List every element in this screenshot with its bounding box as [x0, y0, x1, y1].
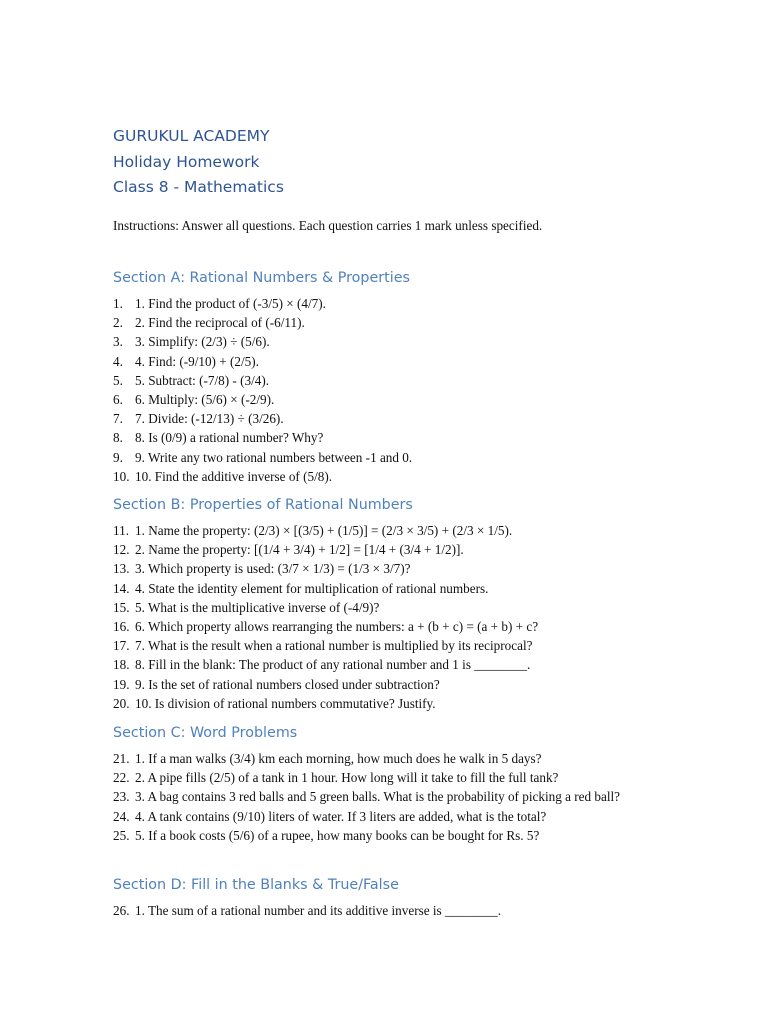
- question-text: 4. A tank contains (9/10) liters of water. If 3 liters are added, what is the total?: [135, 808, 547, 824]
- list-item: [0, 807, 645, 826]
- question-number: 18.: [113, 657, 130, 673]
- list-item: [0, 559, 645, 578]
- section-c-title: Section C: Word Problems: [113, 725, 298, 741]
- document-header: [113, 124, 284, 201]
- school-name: GURUKUL ACADEMY: [113, 127, 270, 145]
- question-text: 5. What is the multiplicative inverse of (-4/9)?: [135, 599, 380, 615]
- question-number: 3.: [113, 334, 123, 350]
- question-text: 6. Multiply: (5/6) × (-2/9).: [135, 392, 275, 408]
- question-number: 5.: [113, 372, 123, 388]
- question-number: 1.: [113, 296, 123, 311]
- question-text: 1. The sum of a rational number and its additive inverse is ________.: [135, 903, 502, 918]
- list-item: [0, 826, 645, 845]
- question-number: 26.: [113, 903, 130, 918]
- question-number: 13.: [113, 561, 130, 577]
- list-item: [0, 749, 645, 768]
- section-b-questions: [0, 521, 768, 713]
- question-text: 3. Which property is used: (3/7 × 1/3) = (1/3 × 3/7)?: [135, 561, 411, 577]
- question-text: 6. Which property allows rearranging the numbers: a + (b + c) = (a + b) + c?: [135, 619, 539, 635]
- list-item: [0, 655, 645, 674]
- question-number: 24.: [113, 808, 130, 824]
- list-item: [0, 768, 645, 787]
- question-number: 22.: [113, 770, 130, 786]
- list-item: [0, 579, 645, 598]
- list-item: [0, 675, 645, 694]
- question-text: 9. Is the set of rational numbers closed under subtraction?: [135, 676, 440, 692]
- section-b-title: Section B: Properties of Rational Numbers: [113, 497, 413, 513]
- homework-title: Holiday Homework: [113, 152, 260, 171]
- question-number: 8.: [113, 430, 123, 446]
- question-text: 2. A pipe fills (2/5) of a tank in 1 hour. How long will it take to fill the full tank?: [135, 770, 559, 786]
- list-item: [0, 352, 645, 371]
- question-text: 1. Name the property: (2/3) × [(3/5) + (1/5)] = (2/3 × 3/5) + (2/3 × 1/5).: [135, 523, 513, 538]
- list-item: [0, 390, 645, 409]
- question-number: 16.: [113, 619, 130, 635]
- list-item: [0, 467, 645, 486]
- question-number: 4.: [113, 353, 123, 369]
- list-item: [0, 409, 645, 428]
- question-number: 20.: [113, 695, 130, 711]
- question-text: 7. Divide: (-12/13) ÷ (3/26).: [135, 411, 284, 427]
- question-text: 3. Simplify: (2/3) ÷ (5/6).: [135, 334, 270, 350]
- question-text: 1. Find the product of (-3/5) × (4/7).: [135, 296, 326, 311]
- list-item: [0, 901, 645, 920]
- question-number: 10.: [113, 468, 130, 484]
- question-text: 2. Name the property: [(1/4 + 3/4) + 1/2] = [1/4 + (3/4 + 1/2)].: [135, 542, 464, 558]
- question-number: 15.: [113, 599, 130, 615]
- list-item: [0, 636, 645, 655]
- list-item: [0, 598, 645, 617]
- question-text: 5. Subtract: (-7/8) - (3/4).: [135, 372, 270, 388]
- question-text: 7. What is the result when a rational number is multiplied by its reciprocal?: [135, 638, 533, 654]
- question-number: 11.: [113, 523, 129, 538]
- question-text: 2. Find the reciprocal of (-6/11).: [135, 315, 305, 331]
- list-item: [0, 294, 645, 313]
- instructions-text: Instructions: Answer all questions. Each question carries 1 mark unless specified.: [113, 218, 543, 233]
- question-number: 7.: [113, 411, 123, 427]
- question-number: 14.: [113, 580, 130, 596]
- list-item: [0, 428, 645, 447]
- question-number: 12.: [113, 542, 130, 558]
- question-text: 4. State the identity element for multiplication of rational numbers.: [135, 580, 489, 596]
- question-number: 9.: [113, 449, 123, 465]
- list-item: [0, 694, 645, 713]
- list-item: [0, 787, 645, 806]
- question-number: 21.: [113, 751, 130, 766]
- section-c-questions: [0, 749, 768, 845]
- question-number: 19.: [113, 676, 130, 692]
- list-item: [0, 332, 645, 351]
- section-a-questions: [0, 294, 768, 486]
- question-number: 6.: [113, 392, 123, 408]
- question-text: 3. A bag contains 3 red balls and 5 green balls. What is the probability of picking a red ball?: [135, 789, 621, 805]
- section-d-title: Section D: Fill in the Blanks & True/False: [113, 877, 399, 893]
- question-text: 4. Find: (-9/10) + (2/5).: [135, 353, 259, 369]
- question-text: 9. Write any two rational numbers between -1 and 0.: [135, 449, 413, 465]
- list-item: [0, 448, 645, 467]
- question-text: 5. If a book costs (5/6) of a rupee, how many books can be bought for Rs. 5?: [135, 827, 540, 843]
- question-number: 17.: [113, 638, 130, 654]
- question-text: 1. If a man walks (3/4) km each morning, how much does he walk in 5 days?: [135, 751, 542, 766]
- list-item: [0, 521, 645, 540]
- section-d-questions: [0, 901, 768, 920]
- question-text: 10. Is division of rational numbers commutative? Justify.: [135, 695, 436, 711]
- list-item: [0, 617, 645, 636]
- list-item: [0, 371, 645, 390]
- question-text: 10. Find the additive inverse of (5/8).: [135, 468, 333, 484]
- list-item: [0, 540, 645, 559]
- question-number: 25.: [113, 827, 130, 843]
- question-number: 23.: [113, 789, 130, 805]
- question-text: 8. Is (0/9) a rational number? Why?: [135, 430, 324, 446]
- question-number: 2.: [113, 315, 123, 331]
- question-text: 8. Fill in the blank: The product of any rational number and 1 is ________.: [135, 657, 531, 673]
- section-a-title: Section A: Rational Numbers & Properties: [113, 270, 410, 286]
- class-subject: Class 8 - Mathematics: [113, 178, 284, 196]
- list-item: [0, 313, 645, 332]
